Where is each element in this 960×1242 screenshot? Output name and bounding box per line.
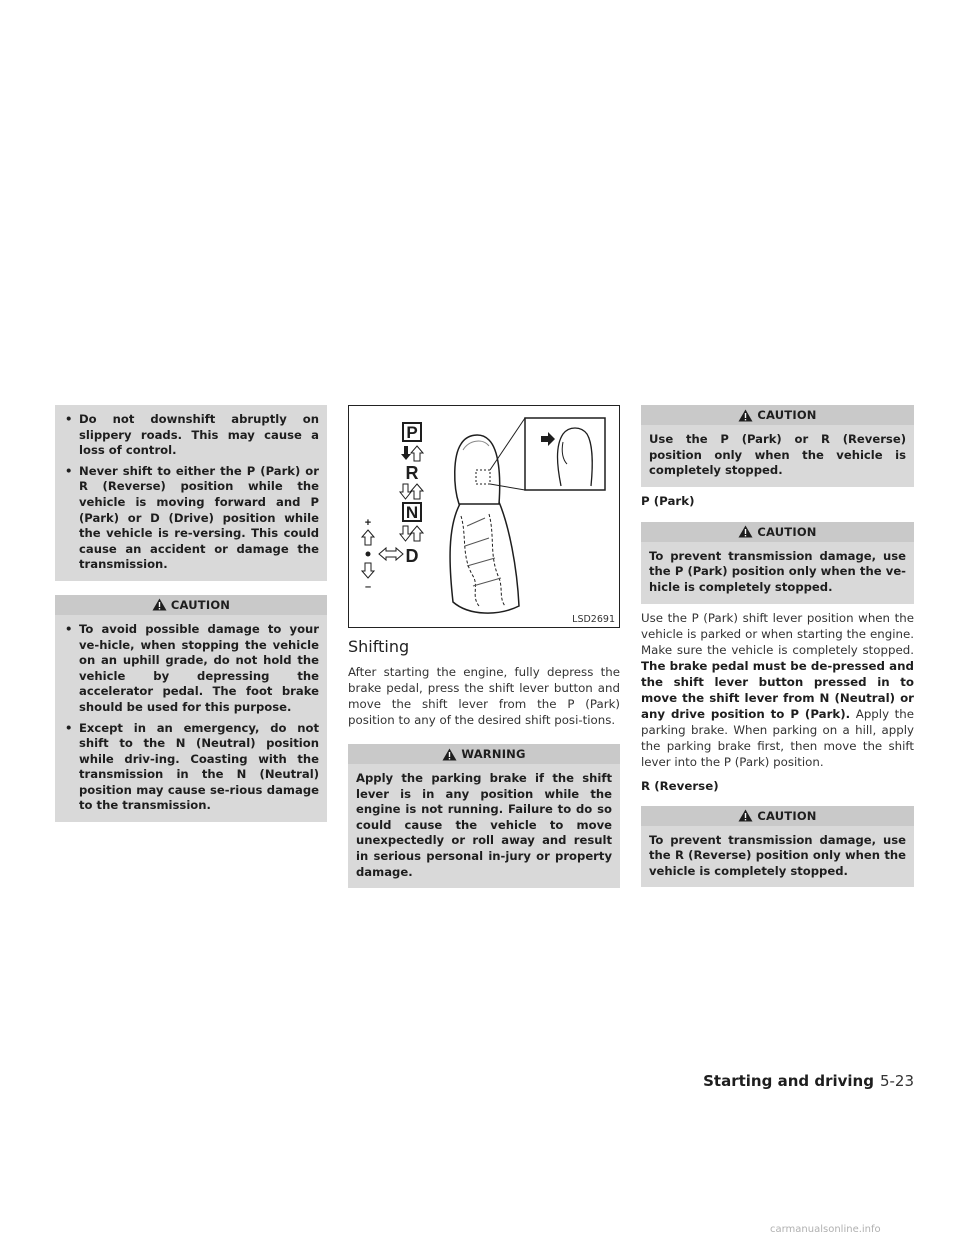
park-text-2: Apply the parking brake. When parking on a hill, apply the parking brake first, then move the shift lever into the P (Park) position. <box>641 706 914 769</box>
list-item: • Do not downshift abruptly on slippery roads. This may cause a loss of control. <box>63 412 319 459</box>
up-arrow-icon <box>362 530 374 545</box>
caution-header <box>55 595 327 615</box>
caution-label: CAUTION <box>170 597 231 612</box>
caution-box <box>641 826 914 888</box>
caution-label: CAUTION <box>757 524 817 539</box>
park-text-bold: The brake pedal must be de-pressed and the shift lever button pressed in to move the shift lever from N (Neutral) or any drive position to P (Park). <box>641 658 914 721</box>
down-arrow-icon <box>400 484 411 499</box>
left-right-arrow-icon <box>379 548 403 560</box>
down-arrow-icon <box>400 526 411 541</box>
section-title-shifting: Shifting <box>348 637 410 656</box>
reverse-heading: R (Reverse) <box>641 778 719 793</box>
warning-triangle-icon <box>738 409 753 422</box>
warning-triangle-icon <box>738 525 753 538</box>
top-bullet-list <box>63 412 319 573</box>
park-text-1: Use the P (Park) shift lever position when the vehicle is parked or when starting the engine. Make sure the vehicle is completely stopped. <box>641 610 914 657</box>
warning-box <box>348 764 620 888</box>
list-item: • Except in an emergency, do not shift to the N (Neutral) position while driv-ing. Coasting with the transmission in the N (Neutral) position may cause se-rious damage to the transmission. <box>63 721 319 815</box>
list-item: • To avoid possible damage to your ve-hicle, when stopping the vehicle on an uphill grade, do not hold the vehicle by depressing the accelerator pedal. The foot brake should be used for this purpose. <box>63 622 319 716</box>
down-arrow-icon <box>401 446 411 460</box>
caution-label: CAUTION <box>757 408 817 422</box>
warning-triangle-icon <box>152 598 167 611</box>
caution-box <box>641 542 914 604</box>
list-item: • Never shift to either the P (Park) or R (Reverse) position while the vehicle is moving forward and P (Park) or D (Drive) position while the vehicle is re-versing. This could cause an accident or damage the transmission. <box>63 464 319 573</box>
page-footer <box>703 1072 914 1090</box>
chapter-title: Starting and driving <box>703 1072 874 1090</box>
up-arrow-icon <box>411 526 423 541</box>
column-right <box>641 405 914 887</box>
caution-text: Use the P (Park) or R (Reverse) position only when the vehicle is completely stopped. <box>649 432 906 478</box>
shift-lever-figure <box>348 405 620 628</box>
minus-label: – <box>364 581 372 593</box>
manual-dot-icon <box>366 552 371 557</box>
plus-label: + <box>364 517 372 529</box>
page-number: 5-23 <box>879 1072 914 1090</box>
caution-text: To prevent transmission damage, use the P (Park) position only when the ve-hicle is completely stopped. <box>649 548 906 594</box>
caution-box <box>641 425 914 487</box>
column-left <box>55 405 327 822</box>
warning-triangle-icon <box>442 748 457 761</box>
caution-bullet-list <box>63 622 319 814</box>
warning-label: WARNING <box>461 747 526 761</box>
caution-box <box>55 615 327 822</box>
gear-d-label: D <box>405 546 419 566</box>
caution-header <box>641 405 914 425</box>
park-paragraph <box>641 610 914 770</box>
watermark-text: carmanualsonline.info <box>770 1224 881 1235</box>
up-arrow-icon <box>411 484 423 499</box>
column-middle <box>348 405 620 888</box>
top-warning-box <box>55 405 327 581</box>
gear-p-label: P <box>406 423 418 442</box>
up-arrow-icon <box>411 446 423 461</box>
gear-r-label: R <box>405 463 419 483</box>
caution-header <box>641 522 914 542</box>
warning-triangle-icon <box>738 809 753 822</box>
shift-lever-illustration <box>349 406 619 627</box>
warning-text: Apply the parking brake if the shift lever is in any position while the engine is not running. Failure to do so could cause the vehicle to move unexpectedly or roll away and result in serious personal in-jury or property damage. <box>356 771 612 879</box>
caution-text: To prevent transmission damage, use the R (Reverse) position only when the vehicle is completely stopped. <box>649 832 906 878</box>
figure-code: LSD2691 <box>572 614 615 625</box>
park-heading: P (Park) <box>641 493 695 508</box>
caution-label: CAUTION <box>757 808 817 823</box>
shifting-intro: After starting the engine, fully depress the brake pedal, press the shift lever button and move the shift lever from the P (Park) position to any of the desired shift posi-tions. <box>348 665 620 727</box>
down-arrow-icon <box>362 563 374 578</box>
caution-header <box>641 806 914 826</box>
warning-header <box>348 744 620 764</box>
gear-n-label: N <box>405 503 419 522</box>
